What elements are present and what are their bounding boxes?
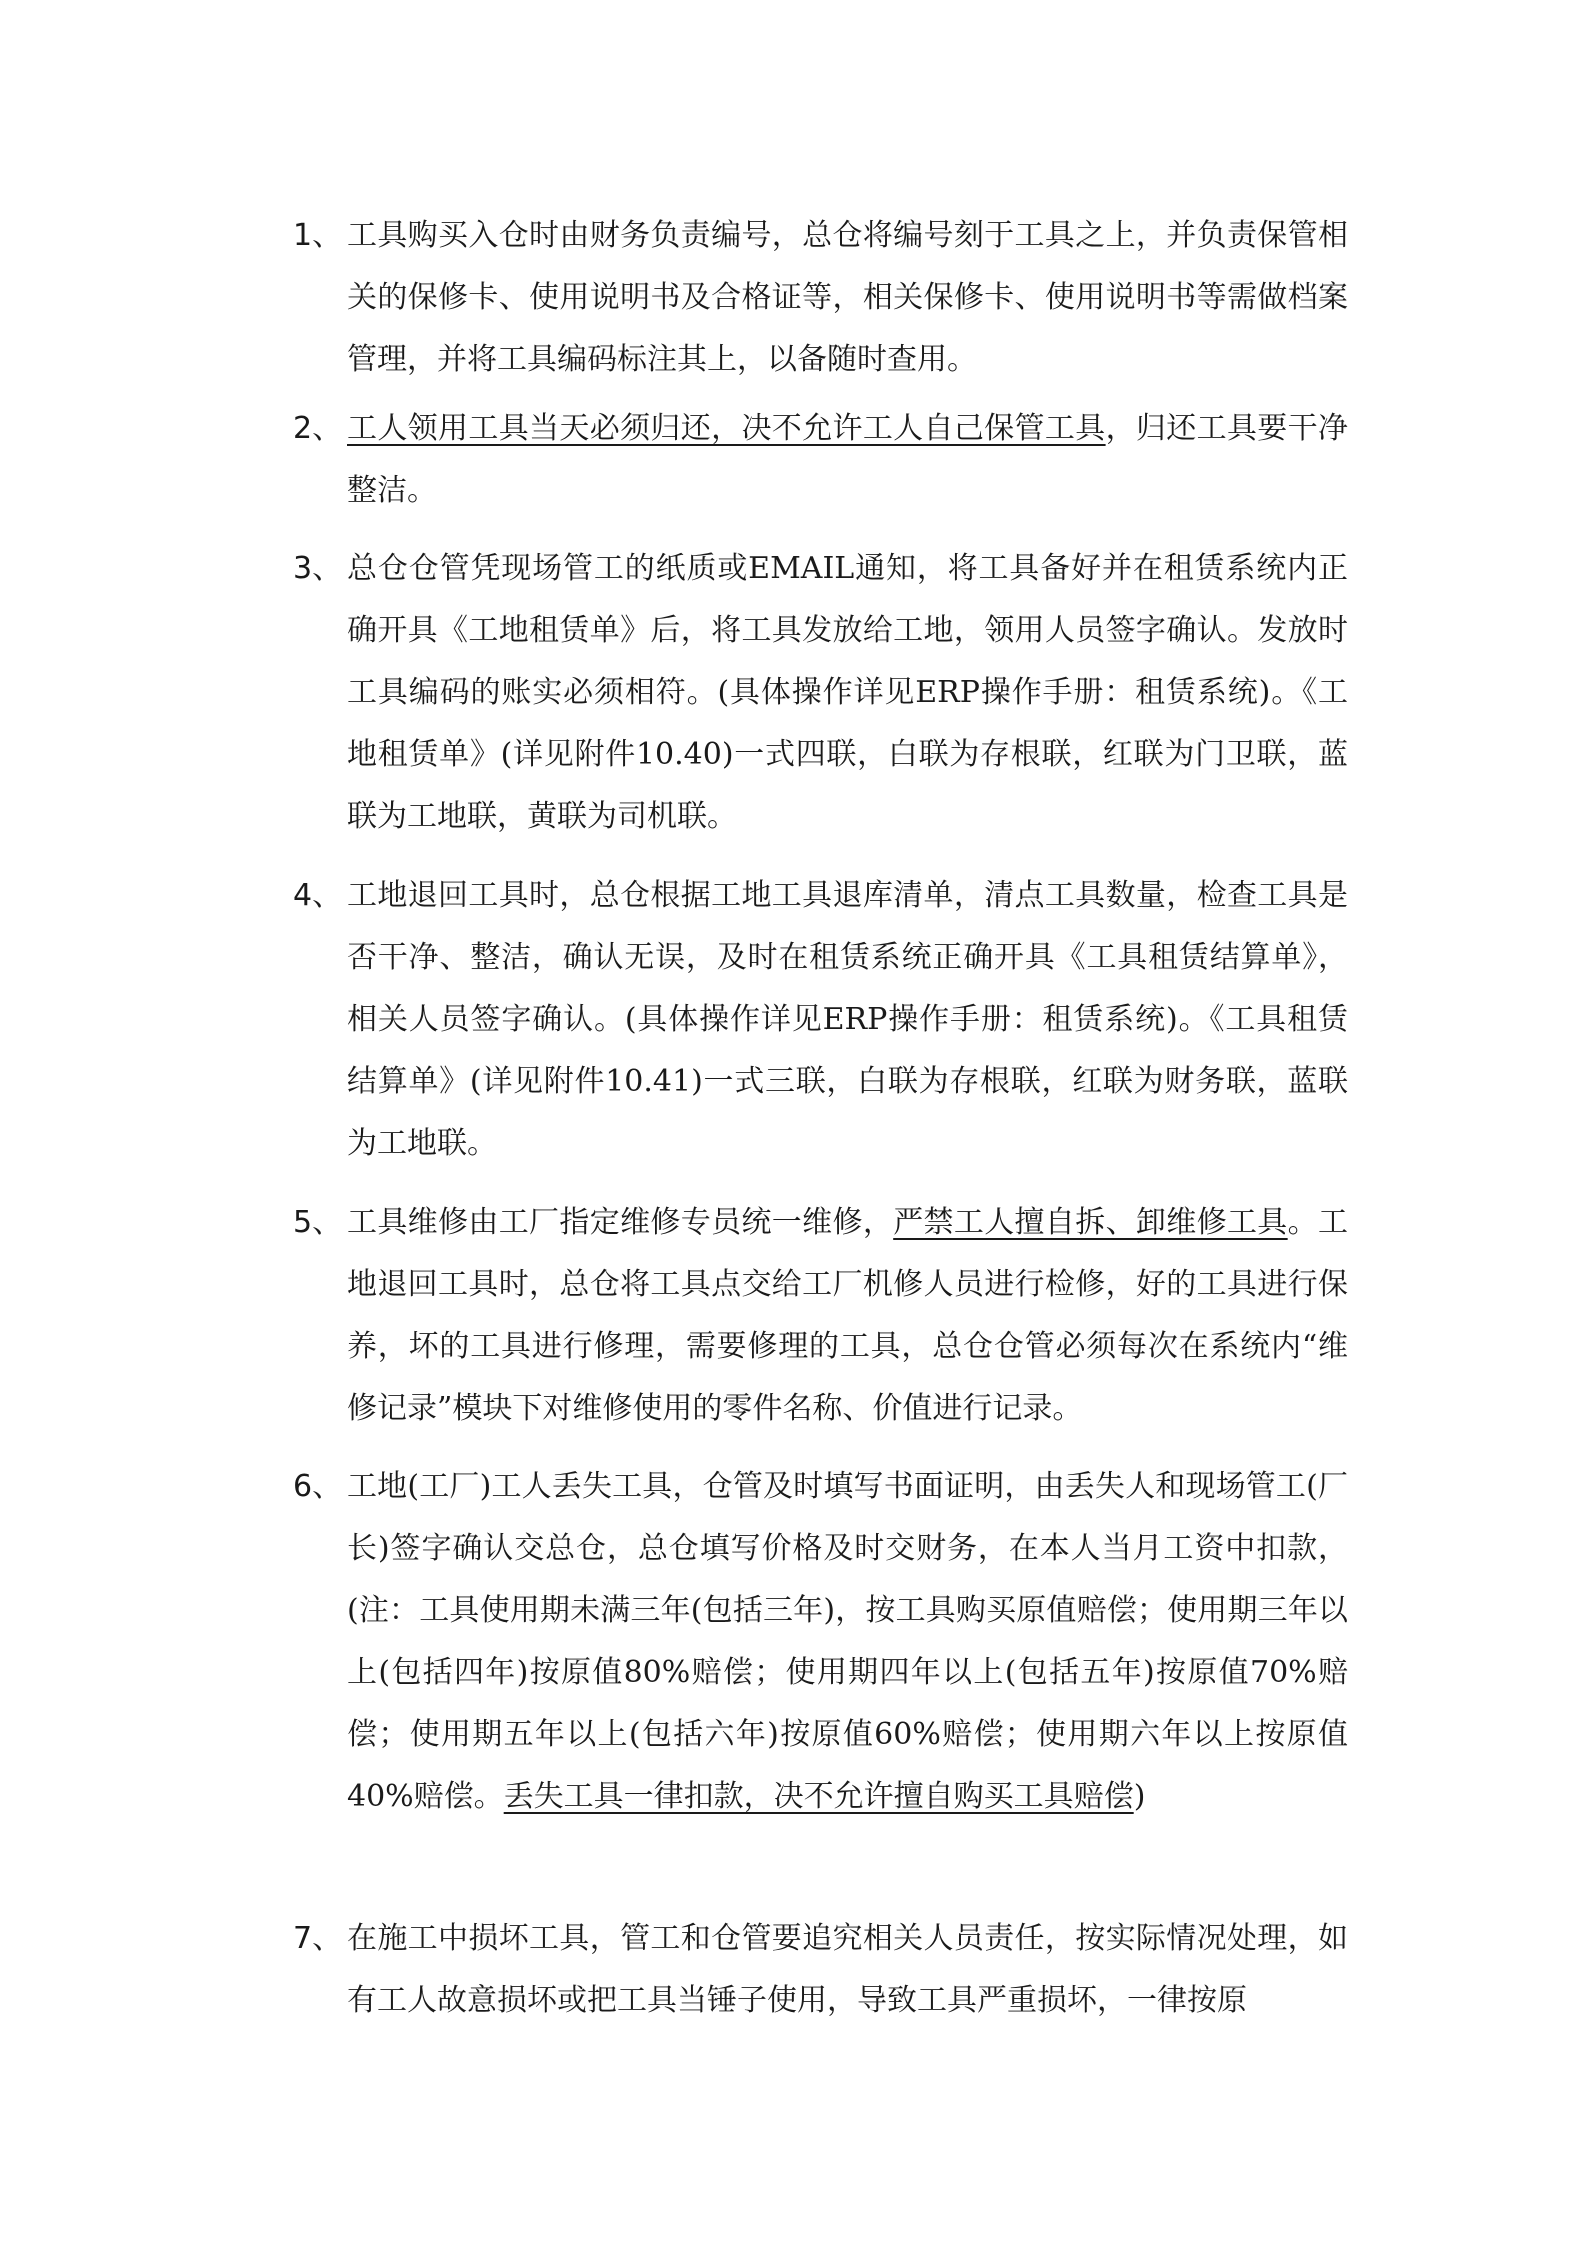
- list-item-2: [293, 398, 1348, 522]
- list-item-4: [293, 865, 1348, 1175]
- item-text: 工地(工厂)工人丢失工具，仓管及时填写书面证明，由丢失人和现场管工(厂长)签字确认交总仓，总仓填写价格及时交财务，在本人当月工资中扣款，(注：工具使用期未满三年(包括三年)，按工具购买原值赔偿；使用期三年以上(包括四年)按原值80%赔偿；使用期四年以上(包括五年)按原值70%赔偿；使用期五年以上(包括六年)按原值60%赔偿；使用期六年以上按原值40%赔偿。丢失工具一律扣款，决不允许擅自购买工具赔偿): [347, 1469, 1348, 1814]
- item-text: 工人领用工具当天必须归还，决不允许工人自己保管工具，归还工具要干净整洁。: [347, 411, 1348, 508]
- item-number: 2、: [293, 411, 343, 446]
- item-text: 工具购买入仓时由财务负责编号，总仓将编号刻于工具之上，并负责保管相关的保修卡、使用说明书及合格证等，相关保修卡、使用说明书等需做档案管理，并将工具编码标注其上，以备随时查用。: [347, 218, 1348, 377]
- item-text: 工具维修由工厂指定维修专员统一维修，严禁工人擅自拆、卸维修工具。工地退回工具时，总仓将工具点交给工厂机修人员进行检修，好的工具进行保养，坏的工具进行修理，需要修理的工具，总仓仓管必须每次在系统内“维修记录”模块下对维修使用的零件名称、价值进行记录。: [347, 1205, 1348, 1426]
- list-item-7: [293, 1908, 1348, 2032]
- item-number: 7、: [293, 1921, 343, 1956]
- list-item-5: [293, 1192, 1348, 1440]
- item-number: 5、: [293, 1205, 343, 1240]
- item-text: 在施工中损坏工具，管工和仓管要追究相关人员责任，按实际情况处理，如有工人故意损坏或把工具当锤子使用，导致工具严重损坏，一律按原: [347, 1921, 1348, 2018]
- item-number: 1、: [293, 218, 343, 253]
- list-item-1: [293, 205, 1348, 391]
- item-text: 工地退回工具时，总仓根据工地工具退库清单，清点工具数量，检查工具是否干净、整洁，确认无误，及时在租赁系统正确开具《工具租赁结算单》，相关人员签字确认。(具体操作详见ERP操作手册：租赁系统)。《工具租赁结算单》(详见附件10.41)一式三联，白联为存根联，红联为财务联，蓝联为工地联。: [347, 878, 1348, 1161]
- item-number: 6、: [293, 1469, 343, 1504]
- item-text: 总仓仓管凭现场管工的纸质或EMAIL通知，将工具备好并在租赁系统内正确开具《工地租赁单》后，将工具发放给工地，领用人员签字确认。发放时工具编码的账实必须相符。(具体操作详见ERP操作手册：租赁系统)。《工地租赁单》(详见附件10.40)一式四联，白联为存根联，红联为门卫联，蓝联为工地联，黄联为司机联。: [347, 551, 1348, 834]
- list-item-6: [293, 1456, 1348, 1828]
- item-number: 4、: [293, 878, 343, 913]
- item-number: 3、: [293, 551, 343, 586]
- underlined-emphasis: 严禁工人擅自拆、卸维修工具: [893, 1205, 1288, 1240]
- underlined-emphasis: 工人领用工具当天必须归还，决不允许工人自己保管工具: [347, 411, 1106, 446]
- list-item-3: [293, 538, 1348, 848]
- underlined-emphasis: 丢失工具一律扣款，决不允许擅自购买工具赔偿: [503, 1779, 1134, 1814]
